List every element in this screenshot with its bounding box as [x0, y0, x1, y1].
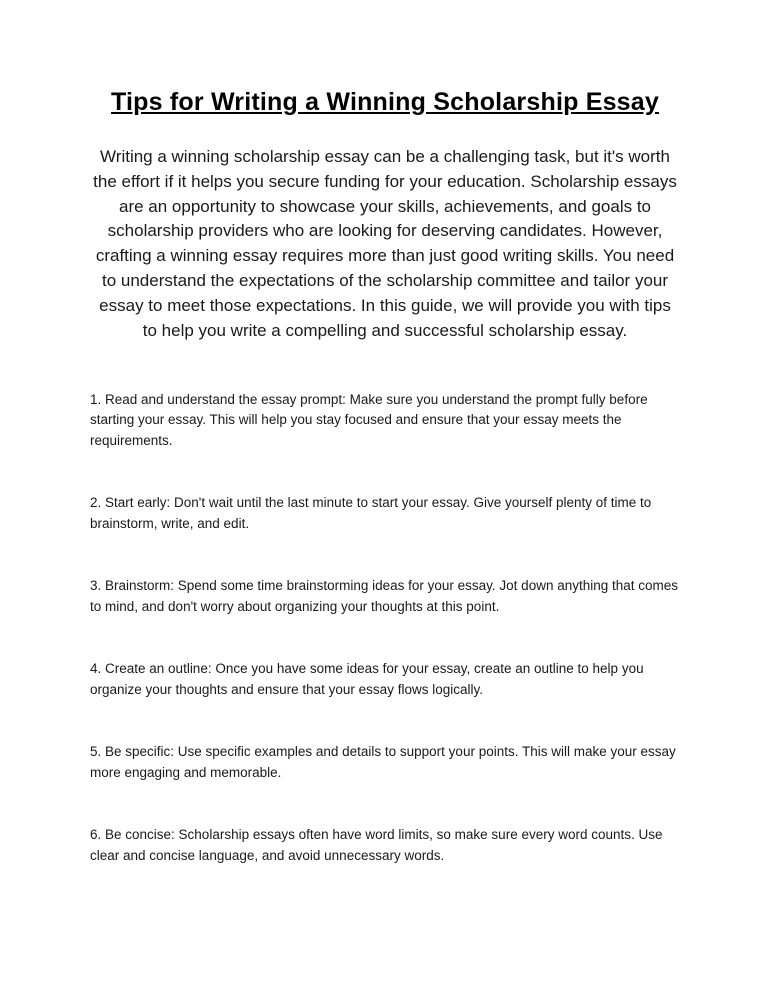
- tip-item-5: 5. Be specific: Use specific examples and details to support your points. This will make your essay more engaging and memorable.: [90, 743, 676, 780]
- tip-item-3: 3. Brainstorm: Spend some time brainstorming ideas for your essay. Jot down anything that comes to mind, and don't worry about organizing your thoughts at this point.: [90, 578, 679, 615]
- tip-item-1: 1. Read and understand the essay prompt: Make sure you understand the prompt fully before starting your essay. This will help you stay focused and ensure that your essay meets the requirements.: [90, 391, 648, 449]
- document-title: Tips for Writing a Winning Scholarship Essay: [110, 88, 659, 116]
- tip-item-2: 2. Start early: Don't wait until the last minute to start your essay. Give yourself plenty of time to brainstorm, write, and edit.: [90, 495, 652, 532]
- tips-list: [90, 390, 680, 867]
- tip-item-4: 4. Create an outline: Once you have some ideas for your essay, create an outline to help you organize your thoughts and ensure that your essay flows logically.: [90, 660, 644, 697]
- intro-paragraph: Writing a winning scholarship essay can be a challenging task, but it's worth the effort if it helps you secure funding for your education. Scholarship essays are an opportunity to showcase your skills, achievements, and goals to scholarship providers who are looking for deserving candidates. However, crafting a winning essay requires more than just good writing skills. You need to understand the expectations of the scholarship committee and tailor your essay to meet those expectations. In this guide, we will provide you with tips to help you write a compelling and successful scholarship essay.: [93, 147, 677, 340]
- tip-item-6: 6. Be concise: Scholarship essays often have word limits, so make sure every word counts. Use clear and concise language, and avoid unnecessary words.: [90, 826, 663, 863]
